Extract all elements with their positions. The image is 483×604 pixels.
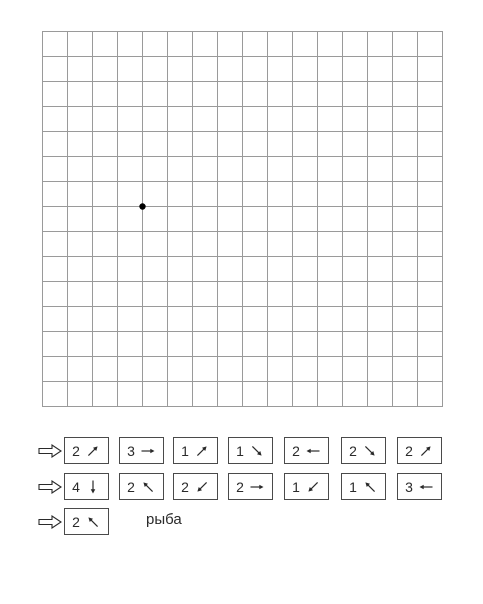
command-card xyxy=(119,437,164,464)
command-card xyxy=(173,473,218,500)
command-steps: 4 xyxy=(72,478,80,495)
command-card xyxy=(341,437,386,464)
arrow-down-icon xyxy=(85,479,101,495)
command-card xyxy=(64,473,109,500)
arrow-up-right-icon xyxy=(194,443,210,459)
command-steps: 1 xyxy=(181,442,189,459)
caption-text: рыба xyxy=(146,511,182,528)
command-steps: 2 xyxy=(349,442,357,459)
command-steps: 2 xyxy=(181,478,189,495)
arrow-down-left-icon xyxy=(305,479,321,495)
row-start-arrow-icon xyxy=(38,515,62,529)
command-steps: 2 xyxy=(292,442,300,459)
command-card xyxy=(284,437,329,464)
command-steps: 1 xyxy=(236,442,244,459)
command-card xyxy=(173,437,218,464)
arrow-up-left-icon xyxy=(362,479,378,495)
row-start-arrow-icon xyxy=(38,480,62,494)
arrow-up-right-icon xyxy=(418,443,434,459)
command-steps: 2 xyxy=(72,442,80,459)
command-steps: 3 xyxy=(127,442,135,459)
arrow-down-left-icon xyxy=(194,479,210,495)
row-start-arrow-icon xyxy=(38,444,62,458)
command-card xyxy=(284,473,329,500)
arrow-right-icon xyxy=(140,443,156,459)
command-card xyxy=(119,473,164,500)
dictation-grid xyxy=(42,31,443,407)
command-steps: 2 xyxy=(236,478,244,495)
command-card xyxy=(64,437,109,464)
arrow-up-right-icon xyxy=(85,443,101,459)
arrow-down-right-icon xyxy=(249,443,265,459)
command-card xyxy=(64,508,109,535)
arrow-up-left-icon xyxy=(140,479,156,495)
command-card xyxy=(341,473,386,500)
command-steps: 1 xyxy=(292,478,300,495)
grid-canvas xyxy=(42,31,443,407)
start-point-dot xyxy=(139,203,145,209)
command-card xyxy=(228,437,273,464)
command-steps: 1 xyxy=(349,478,357,495)
arrow-right-icon xyxy=(249,479,265,495)
command-card xyxy=(397,437,442,464)
command-steps: 2 xyxy=(127,478,135,495)
command-steps: 2 xyxy=(72,513,80,530)
command-card xyxy=(397,473,442,500)
arrow-up-left-icon xyxy=(85,514,101,530)
arrow-down-right-icon xyxy=(362,443,378,459)
command-steps: 2 xyxy=(405,442,413,459)
arrow-left-icon xyxy=(305,443,321,459)
command-card xyxy=(228,473,273,500)
arrow-left-icon xyxy=(418,479,434,495)
command-steps: 3 xyxy=(405,478,413,495)
